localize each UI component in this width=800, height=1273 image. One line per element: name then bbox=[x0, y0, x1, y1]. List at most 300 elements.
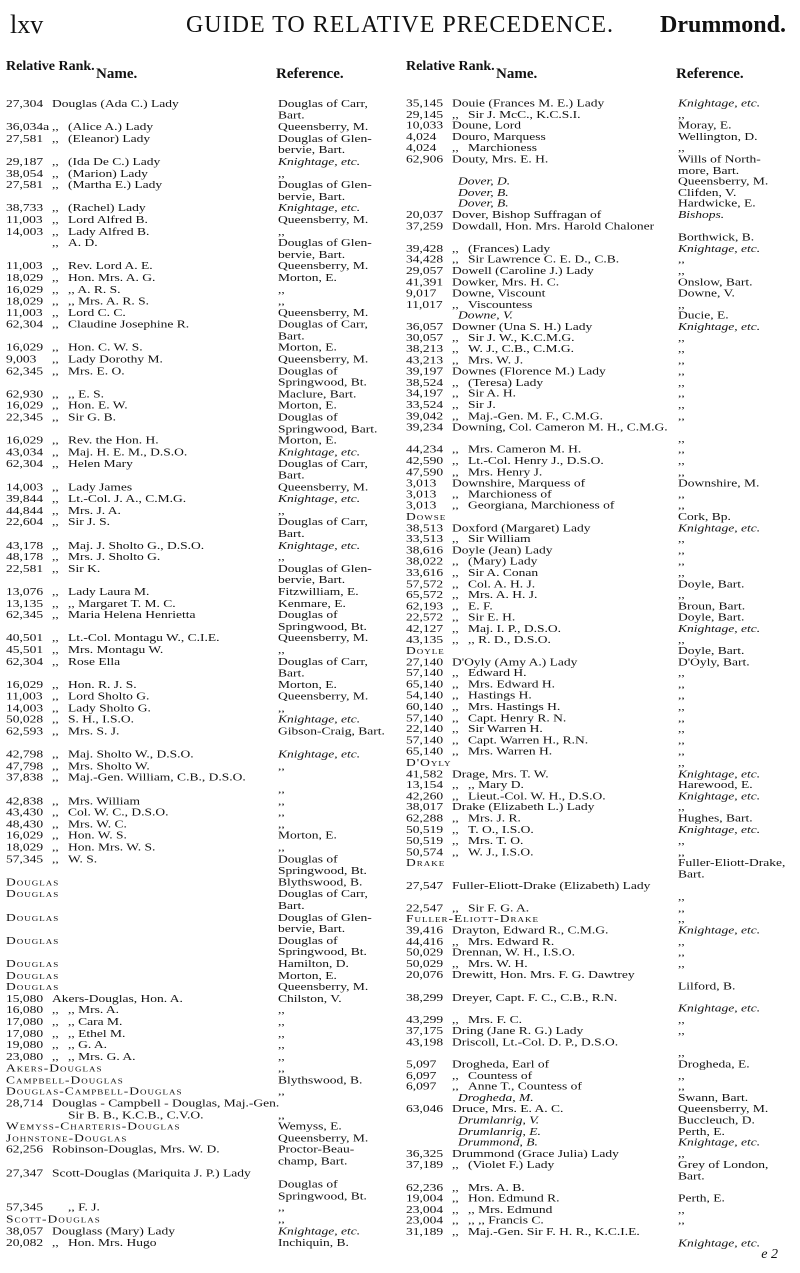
list-item bbox=[406, 512, 786, 523]
ditto-mark: ,, bbox=[452, 331, 459, 344]
entry-reference: Queensberry, M. bbox=[278, 631, 369, 644]
entry-reference: ,, bbox=[278, 794, 285, 807]
entry-reference: Knightage, etc. bbox=[678, 521, 761, 534]
rank-number: 50,574 bbox=[406, 846, 444, 858]
ditto-mark: ,, bbox=[452, 343, 459, 355]
rank-number: 11,017 bbox=[406, 298, 443, 310]
entry-name: Hon. C. W. S. bbox=[68, 341, 143, 354]
entry-name: Marchioness bbox=[468, 141, 537, 154]
list-item bbox=[406, 668, 786, 679]
rank-number: 54,140 bbox=[406, 689, 444, 702]
entry-name: Drumlanrig, V. bbox=[458, 1114, 540, 1126]
entry-reference: ,, bbox=[278, 1213, 285, 1226]
list-item bbox=[6, 563, 386, 586]
list-item bbox=[406, 880, 786, 902]
entry-name: Douglas bbox=[6, 910, 60, 923]
ditto-mark: ,, bbox=[52, 120, 59, 133]
ditto-mark: ,, bbox=[52, 631, 59, 644]
list-item bbox=[406, 757, 786, 768]
ditto-mark: ,, bbox=[452, 745, 459, 757]
entry-name: Doxford (Margaret) Lady bbox=[452, 521, 591, 534]
entry-reference: ,, bbox=[278, 1201, 285, 1214]
entry-reference: ,, bbox=[278, 817, 285, 830]
ditto-mark: ,, bbox=[52, 1027, 59, 1040]
rank-number: 11,003 bbox=[6, 259, 43, 272]
list-item bbox=[406, 456, 786, 467]
entry-name: Mrs. W. H. bbox=[468, 957, 528, 970]
rank-number: 22,572 bbox=[406, 611, 444, 623]
entry-name: Lord Alfred B. bbox=[68, 213, 148, 226]
rank-number: 27,581 bbox=[6, 132, 44, 145]
entry-name: Hon. Mrs. A. G. bbox=[68, 271, 156, 284]
list-item bbox=[6, 749, 386, 761]
list-item bbox=[6, 435, 386, 447]
entry-name: Lady Alfred B. bbox=[68, 225, 150, 238]
rank-number: 13,135 bbox=[6, 597, 44, 609]
list-item bbox=[406, 1193, 786, 1204]
ditto-mark: ,, bbox=[452, 667, 459, 679]
entry-reference: Knightage, etc. bbox=[278, 538, 361, 551]
ditto-mark: ,, bbox=[52, 701, 59, 714]
list-item bbox=[6, 272, 386, 284]
list-item bbox=[406, 1081, 786, 1092]
ditto-mark: ,, bbox=[452, 700, 459, 713]
entry-name: Sir G. B. bbox=[68, 411, 117, 423]
ditto-mark: ,, bbox=[452, 253, 459, 266]
rank-number: 19,080 bbox=[6, 1038, 44, 1051]
entry-name: Sir William bbox=[468, 533, 531, 545]
ditto-mark: ,, bbox=[452, 398, 459, 411]
rank-number: 39,197 bbox=[406, 365, 444, 377]
entry-reference: Ducie, E. bbox=[678, 309, 729, 322]
entry-reference: Douglas of Glen-bervie, Bart. bbox=[278, 910, 372, 935]
entry-name: ,, Mrs. A. R. S. bbox=[68, 294, 150, 307]
ditto-mark: ,, bbox=[452, 812, 459, 824]
list-item bbox=[6, 237, 386, 260]
entry-reference: Cork, Bp. bbox=[678, 510, 731, 523]
entry-reference: Douglas of Carr, Bart. bbox=[278, 655, 368, 679]
entry-reference: ,, bbox=[678, 343, 685, 355]
ditto-mark: ,, bbox=[52, 538, 59, 551]
entry-reference: ,, bbox=[678, 298, 685, 310]
rank-number: 16,080 bbox=[6, 1003, 44, 1016]
list-item bbox=[406, 1059, 786, 1070]
entry-reference: Queensberry, M. bbox=[278, 213, 369, 226]
ditto-mark: ,, bbox=[452, 555, 459, 567]
list-item bbox=[6, 633, 386, 645]
entry-name: ,, F. J. bbox=[68, 1201, 100, 1214]
entry-name: Downe, Viscount bbox=[452, 287, 546, 299]
list-item bbox=[406, 377, 786, 388]
rank-number: 9,003 bbox=[6, 352, 37, 365]
entry-name: Sir K. bbox=[68, 562, 101, 575]
entry-name: Lord Sholto G. bbox=[68, 690, 150, 702]
entry-name: Sir A. Conan bbox=[468, 566, 539, 579]
entry-reference: Douglas of Glen-bervie, Bart. bbox=[278, 562, 372, 586]
rank-number: 18,029 bbox=[6, 294, 44, 307]
list-item bbox=[6, 121, 386, 133]
entry-reference: ,, bbox=[678, 544, 685, 556]
ditto-mark: ,, bbox=[52, 678, 59, 691]
list-item bbox=[406, 780, 786, 791]
entry-name: Sir J. bbox=[468, 398, 496, 411]
list-item bbox=[6, 993, 386, 1005]
entry-reference: ,, bbox=[678, 1069, 685, 1082]
list-item bbox=[6, 842, 386, 854]
ditto-mark: ,, bbox=[452, 846, 459, 858]
entry-reference: Douglas of Springwood, Bt. bbox=[278, 608, 367, 633]
list-item bbox=[406, 400, 786, 411]
entry-name: (Violet F.) Lady bbox=[468, 1158, 555, 1171]
ditto-mark: ,, bbox=[452, 454, 459, 467]
entry-name: Johnstone-Douglas bbox=[6, 1131, 128, 1144]
entry-name: Dowell (Caroline J.) Lady bbox=[452, 264, 594, 277]
list-item bbox=[6, 1121, 386, 1133]
rank-number: 33,513 bbox=[406, 533, 444, 545]
entry-name: Fuller-Eliott-Drake bbox=[406, 913, 539, 925]
entry-reference: ,, bbox=[278, 1108, 285, 1121]
entry-reference: ,, bbox=[678, 1080, 685, 1093]
entry-name: Lieut.-Col. W. H., D.S.O. bbox=[468, 790, 606, 802]
entry-name: Drumlanrig, E. bbox=[458, 1125, 541, 1137]
rank-number: 33,524 bbox=[406, 398, 444, 411]
list-item bbox=[6, 830, 386, 842]
list-item bbox=[406, 1160, 786, 1182]
entry-reference: Morton, E. bbox=[278, 829, 337, 842]
entry-name: Mrs. J. A. bbox=[68, 504, 121, 516]
entry-name: Rose Ella bbox=[68, 655, 121, 668]
entry-name: Douglas bbox=[6, 876, 60, 888]
list-item bbox=[6, 296, 386, 308]
entry-name: (Mary) Lady bbox=[468, 555, 538, 567]
entry-name: Lt.-Col. J. A., C.M.G. bbox=[68, 492, 187, 505]
entry-reference: ,, bbox=[678, 1147, 685, 1160]
rank-number: 36,034a bbox=[6, 120, 50, 133]
list-item bbox=[406, 813, 786, 824]
entry-name: ,, A. R. S. bbox=[68, 283, 121, 296]
list-item bbox=[406, 545, 786, 556]
rank-number: 39,234 bbox=[406, 421, 444, 433]
ditto-mark: ,, bbox=[52, 480, 59, 493]
ditto-mark: ,, bbox=[52, 178, 59, 191]
entry-name: Countess of bbox=[468, 1069, 533, 1082]
ditto-mark: ,, bbox=[452, 533, 459, 545]
entry-name: Downing, Col. Cameron M. H., C.M.G. bbox=[452, 421, 668, 433]
entry-name: Drage, Mrs. T. W. bbox=[452, 767, 549, 780]
ditto-mark: ,, bbox=[52, 387, 59, 400]
ditto-mark: ,, bbox=[52, 1015, 59, 1028]
right-entries bbox=[406, 97, 786, 1249]
rank-number: 38,022 bbox=[406, 555, 444, 567]
rank-number: 16,029 bbox=[6, 434, 44, 447]
rank-number: 44,844 bbox=[6, 504, 44, 516]
rank-number: 27,547 bbox=[406, 879, 444, 892]
ditto-mark: ,, bbox=[452, 633, 459, 646]
entry-reference: Buccleuch, D. bbox=[678, 1114, 755, 1126]
ditto-mark: ,, bbox=[52, 341, 59, 354]
ditto-mark: ,, bbox=[52, 504, 59, 516]
list-item bbox=[406, 992, 786, 1014]
rank-number: 38,299 bbox=[406, 991, 444, 1003]
rank-number: 4,024 bbox=[406, 130, 437, 143]
rank-number: 10,033 bbox=[406, 119, 444, 132]
ditto-mark: ,, bbox=[452, 778, 459, 791]
rank-number: 38,524 bbox=[406, 376, 444, 389]
entry-reference: ,, bbox=[678, 555, 685, 567]
ditto-mark: ,, bbox=[52, 1003, 59, 1016]
entry-reference: Knightage, etc. bbox=[678, 924, 761, 936]
entry-name: ,, R. D., D.S.O. bbox=[468, 633, 551, 646]
list-item bbox=[6, 609, 386, 632]
entry-name: Sir F. G. A. bbox=[468, 901, 530, 914]
entry-name: Rev. the Hon. H. bbox=[68, 434, 159, 447]
entry-name: Hastings H. bbox=[468, 689, 532, 702]
entry-reference: Queensberry, M. bbox=[278, 980, 369, 993]
entry-reference: ,, bbox=[678, 499, 685, 512]
entry-name: Mrs. Hastings H. bbox=[468, 700, 561, 713]
entry-name: Druce, Mrs. E. A. C. bbox=[452, 1103, 564, 1115]
entry-name: Drake (Elizabeth L.) Lady bbox=[452, 801, 595, 813]
list-item bbox=[6, 795, 386, 807]
rank-number: 38,054 bbox=[6, 166, 44, 179]
entry-reference: ,, bbox=[678, 1214, 685, 1227]
rank-number: 50,028 bbox=[6, 713, 44, 726]
entry-name: Mrs. J. Sholto G. bbox=[68, 550, 161, 563]
entry-name: Drummond (Grace Julia) Lady bbox=[452, 1147, 619, 1160]
list-item bbox=[406, 646, 786, 657]
rank-number: 38,057 bbox=[6, 1224, 44, 1237]
entry-reference: Doyle, Bart. bbox=[678, 577, 745, 590]
entry-name: Douglas bbox=[6, 957, 60, 970]
entry-name: Sir J. W., K.C.M.G. bbox=[468, 331, 575, 344]
rank-number: 22,581 bbox=[6, 562, 44, 575]
entry-name: (Alice A.) Lady bbox=[68, 120, 154, 133]
list-item bbox=[406, 623, 786, 634]
right-column bbox=[406, 60, 786, 1249]
entry-reference: Gibson-Craig, Bart. bbox=[278, 724, 385, 737]
entry-reference: ,, bbox=[278, 1050, 285, 1063]
entry-reference: ,, bbox=[678, 454, 685, 467]
entry-name: Douty, Mrs. E. H. bbox=[452, 153, 549, 165]
list-item bbox=[406, 701, 786, 712]
rank-number: 62,256 bbox=[6, 1143, 44, 1156]
list-item bbox=[6, 644, 386, 656]
entry-reference: ,, bbox=[678, 957, 685, 970]
entry-name: Sir A. H. bbox=[468, 387, 517, 400]
rank-number: 44,416 bbox=[406, 935, 444, 947]
entry-name: W. J., C.B., C.M.G. bbox=[468, 343, 575, 355]
entry-name: (Rachel) Lady bbox=[68, 201, 146, 214]
rank-number: 20,037 bbox=[406, 208, 444, 221]
entry-reference: Douglas of Glen-bervie, Bart. bbox=[278, 236, 372, 261]
entry-name: Drennan, W. H., I.S.O. bbox=[452, 946, 575, 959]
entry-name: Sir Warren H. bbox=[468, 723, 543, 735]
entry-name: (Eleanor) Lady bbox=[68, 132, 151, 145]
entry-reference: ,, bbox=[678, 588, 685, 601]
entry-name: Dreyer, Capt. F. C., C.B., R.N. bbox=[452, 991, 618, 1003]
list-item bbox=[6, 958, 386, 970]
rank-number: 50,029 bbox=[406, 946, 444, 959]
rank-number: 23,080 bbox=[6, 1050, 44, 1063]
entry-name: (Frances) Lady bbox=[468, 242, 551, 255]
entry-reference: Grey of London, Bart. bbox=[678, 1158, 769, 1182]
entry-reference: Knightage, etc. bbox=[678, 823, 761, 836]
entry-reference: Queensberry, M. bbox=[278, 259, 369, 272]
entry-name: Drewitt, Hon. Mrs. F. G. Dawtrey bbox=[452, 968, 635, 981]
rank-number: 43,178 bbox=[6, 538, 44, 551]
rank-number: 43,034 bbox=[6, 445, 44, 458]
ditto-mark: ,, bbox=[452, 790, 459, 802]
entry-name: Mrs. F. C. bbox=[468, 1013, 523, 1026]
entry-name: Douglas-Campbell-Douglas bbox=[6, 1085, 183, 1098]
list-item bbox=[406, 120, 786, 131]
entry-reference: Lilford, B. bbox=[678, 980, 736, 992]
entry-name: ,, Mrs. A. bbox=[68, 1003, 120, 1016]
rank-number: 16,029 bbox=[6, 829, 44, 842]
entry-name: ,, Mrs. Edmund bbox=[468, 1203, 553, 1216]
entry-reference: ,, bbox=[278, 225, 285, 238]
rank-number: 39,042 bbox=[406, 410, 444, 422]
rank-number: 5,097 bbox=[406, 1058, 437, 1070]
rank-number: 42,590 bbox=[406, 454, 444, 467]
entry-reference: Harewood, E. bbox=[678, 778, 753, 791]
entry-reference: Douglas of Springwood, Bt. bbox=[278, 1178, 367, 1202]
entry-name: Sir B. B., K.C.B., C.V.O. bbox=[68, 1108, 204, 1121]
entry-name: Mrs. E. O. bbox=[68, 364, 125, 377]
ditto-mark: ,, bbox=[452, 1192, 459, 1204]
ditto-mark: ,, bbox=[452, 711, 459, 724]
entry-reference: Drogheda, E. bbox=[678, 1058, 750, 1070]
rank-number: 43,430 bbox=[6, 806, 44, 819]
list-item bbox=[406, 1115, 786, 1126]
list-item bbox=[406, 389, 786, 400]
entry-name: ,, Mrs. G. A. bbox=[68, 1050, 136, 1063]
entry-reference: ,, bbox=[278, 294, 285, 307]
entry-reference: Inchiquin, B. bbox=[278, 1236, 349, 1249]
signature-mark: e 2 bbox=[761, 1247, 778, 1262]
list-item bbox=[406, 1026, 786, 1037]
entry-reference: ,, bbox=[678, 834, 685, 847]
ditto-mark: ,, bbox=[452, 823, 459, 836]
entry-reference: Knightage, etc. bbox=[678, 1237, 761, 1249]
entry-reference: ,, bbox=[678, 801, 685, 813]
entry-reference: ,, bbox=[278, 1027, 285, 1040]
entry-reference: ,, bbox=[678, 846, 685, 858]
list-item bbox=[6, 540, 386, 552]
entry-reference: Blythswood, B. bbox=[278, 876, 363, 888]
rank-number: 6,097 bbox=[406, 1080, 437, 1093]
entry-name: Douglas bbox=[6, 887, 60, 900]
list-item bbox=[406, 1182, 786, 1193]
entry-name: Lady Dorothy M. bbox=[68, 352, 163, 365]
rank-number: 30,057 bbox=[406, 331, 444, 344]
list-item bbox=[6, 888, 386, 911]
entry-name: Claudine Josephine R. bbox=[68, 318, 190, 331]
entry-reference: Borthwick, B. bbox=[678, 231, 755, 243]
entry-name: Akers-Douglas bbox=[6, 1061, 103, 1074]
ditto-mark: ,, bbox=[452, 723, 459, 735]
entry-name: D'Oyly bbox=[406, 756, 452, 769]
ditto-mark: ,, bbox=[52, 759, 59, 772]
entry-reference: ,, bbox=[678, 935, 685, 947]
entry-name: Mrs. Sholto W. bbox=[68, 759, 150, 772]
entry-name: Drake bbox=[406, 857, 446, 869]
entry-name: Dring (Jane R. G.) Lady bbox=[452, 1024, 584, 1037]
entry-name: Hon. Mrs. Hugo bbox=[68, 1236, 157, 1249]
column-header bbox=[406, 60, 786, 98]
entry-name: Maj.-Gen. Sir F. H. R., K.C.I.E. bbox=[468, 1225, 640, 1238]
entry-name: Doyle (Jean) Lady bbox=[452, 544, 553, 556]
rank-number: 40,501 bbox=[6, 631, 44, 644]
header-name: Name. bbox=[96, 66, 138, 82]
entry-name: Dover, D. bbox=[458, 175, 511, 187]
entry-reference: Proctor-Beau-champ, Bart. bbox=[278, 1143, 355, 1167]
rank-number: 4,024 bbox=[406, 141, 437, 154]
rank-number: 62,593 bbox=[6, 724, 44, 737]
entry-name: Hon. Mrs. W. S. bbox=[68, 841, 156, 854]
column-header bbox=[6, 60, 386, 98]
entry-reference: ,, bbox=[678, 633, 685, 646]
entry-reference: Onslow, Bart. bbox=[678, 276, 753, 288]
entry-name: Driscoll, Lt.-Col. D. P., D.S.O. bbox=[452, 1036, 619, 1048]
rank-number: 62,304 bbox=[6, 655, 44, 668]
rank-number: 22,604 bbox=[6, 515, 44, 528]
entry-reference: ,, bbox=[678, 410, 685, 422]
ditto-mark: ,, bbox=[52, 294, 59, 307]
entry-reference: Perth, E. bbox=[678, 1125, 725, 1137]
entry-name: Col. A. H. J. bbox=[468, 577, 536, 590]
list-item bbox=[6, 656, 386, 679]
ditto-mark: ,, bbox=[452, 141, 459, 154]
entry-reference: ,, bbox=[678, 354, 685, 366]
ditto-mark: ,, bbox=[52, 748, 59, 761]
entry-name: Douglass (Mary) Lady bbox=[52, 1224, 175, 1237]
entry-reference: Bishops. bbox=[678, 208, 725, 221]
entry-reference: Blythswood, B. bbox=[278, 1073, 363, 1086]
rank-number: 20,076 bbox=[406, 968, 444, 981]
entry-reference: Queensberry, M. bbox=[278, 480, 369, 493]
ditto-mark: ,, bbox=[52, 271, 59, 284]
entry-reference: Morton, E. bbox=[278, 434, 337, 447]
rank-number: 27,304 bbox=[6, 97, 44, 110]
entry-name: Mrs. Warren H. bbox=[468, 745, 553, 757]
ditto-mark: ,, bbox=[52, 515, 59, 528]
list-item bbox=[6, 1040, 386, 1052]
rank-number: 11,003 bbox=[6, 213, 43, 226]
list-item bbox=[6, 1167, 386, 1202]
entry-reference: ,, bbox=[678, 756, 685, 769]
ditto-mark: ,, bbox=[52, 225, 59, 238]
list-item bbox=[6, 98, 386, 121]
entry-reference: ,, bbox=[278, 841, 285, 854]
entry-name: Mrs. A. B. bbox=[468, 1181, 525, 1193]
entry-reference: Knightage, etc. bbox=[678, 767, 761, 780]
entry-reference: Douglas of Springwood, Bart. bbox=[278, 411, 378, 435]
entry-reference: ,, bbox=[678, 946, 685, 959]
entry-reference: ,, bbox=[678, 566, 685, 579]
rank-number: 42,838 bbox=[6, 794, 44, 807]
entry-reference: Wemyss, E. bbox=[278, 1120, 342, 1133]
rank-number: 11,003 bbox=[6, 306, 43, 319]
entry-reference: Knightage, etc. bbox=[278, 155, 361, 168]
list-item bbox=[6, 691, 386, 703]
ditto-mark: ,, bbox=[452, 410, 459, 422]
entry-name: Scott-Douglas (Mariquita J. P.) Lady bbox=[52, 1166, 251, 1179]
rank-number: 16,029 bbox=[6, 399, 44, 412]
page-title: GUIDE TO RELATIVE PRECEDENCE. bbox=[185, 12, 615, 38]
rank-number: 63,046 bbox=[406, 1103, 444, 1115]
rank-number: 38,733 bbox=[6, 201, 44, 214]
